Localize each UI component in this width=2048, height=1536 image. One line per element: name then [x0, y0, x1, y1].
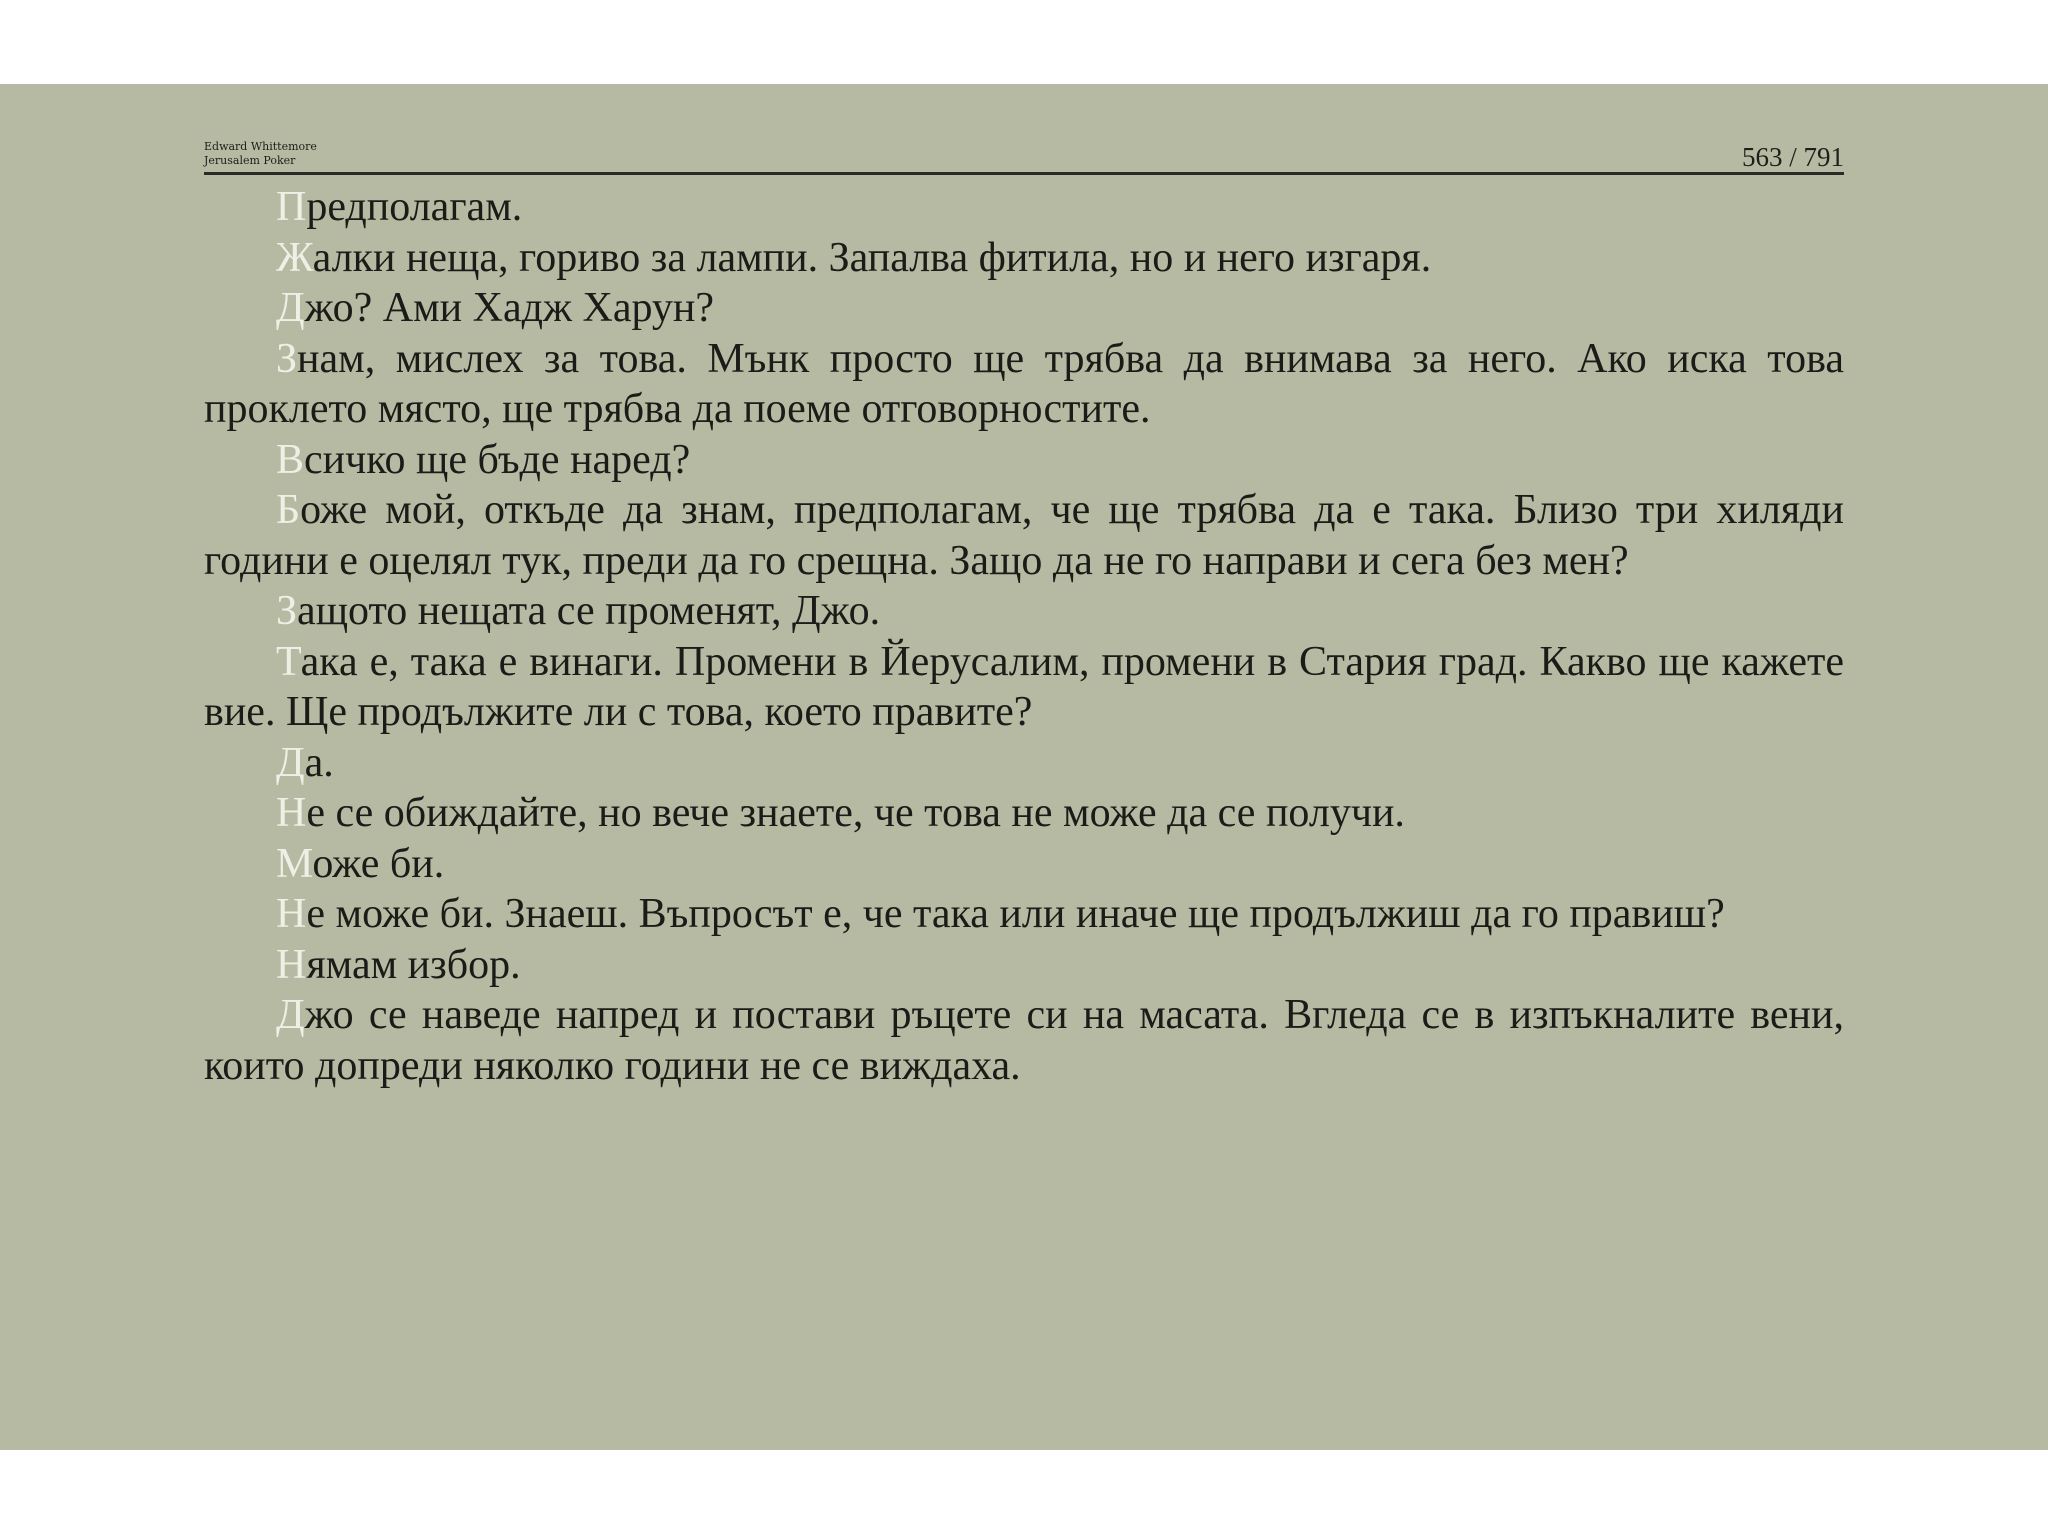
paragraph [204, 182, 1844, 233]
initial-letter: Д [276, 739, 305, 786]
paragraph-text: жо? Ами Хадж Харун? [304, 285, 715, 331]
initial-letter: П [276, 184, 307, 230]
initial-letter: Н [276, 790, 307, 836]
paragraph [204, 990, 1844, 1091]
paragraph-text: оже би. [312, 840, 445, 887]
paragraph-text: редполагам. [306, 184, 523, 230]
paragraph-text: е се обиждайте, но вече знаете, че това не може да се получи. [306, 790, 1405, 836]
paragraph-text: жо се наведе напред и постави ръцете си на масата. Вгледа се в изпъкналите вени, които допреди няколко години не се виждаха. [204, 992, 1844, 1089]
paragraph-text: алки неща, гориво за лампи. Запалва фитила, но и него изгаря. [312, 234, 1432, 281]
author-name: Edward Whittemore [204, 140, 317, 153]
initial-letter: В [276, 436, 305, 483]
page-indicator: 563 / 791 [1741, 142, 1844, 172]
paragraph [204, 940, 1844, 991]
initial-letter: Д [276, 992, 305, 1038]
book-meta [204, 140, 317, 168]
initial-letter: Д [276, 285, 305, 331]
initial-letter: З [276, 588, 298, 634]
initial-letter: Н [276, 891, 307, 937]
paragraph [204, 435, 1844, 486]
page-text [204, 182, 1844, 1091]
paragraph-text: е може би. Знаеш. Въпросът е, че така или иначе ще продължиш да го правиш? [306, 891, 1725, 937]
book-title: Jerusalem Poker [204, 154, 296, 167]
initial-letter: Б [276, 487, 301, 533]
initial-letter: Н [276, 941, 307, 988]
paragraph [204, 485, 1844, 586]
page-header [204, 136, 1844, 175]
paragraph [204, 334, 1844, 435]
paragraph [204, 586, 1844, 637]
initial-letter: З [276, 335, 298, 382]
paragraph-text: ака е, така е винаги. Промени в Йерусалим, промени в Стария град. Какво ще кажете вие. Ще продължите ли с това, което правите? [204, 638, 1844, 735]
paragraph [204, 839, 1844, 890]
paragraph-text: сичко ще бъде наред? [304, 436, 691, 483]
paragraph [204, 283, 1844, 334]
initial-letter: Т [276, 638, 301, 685]
paragraph [204, 738, 1844, 789]
paragraph-text: оже мой, откъде да знам, предполагам, че ще трябва да е така. Близо три хиляди години е оцелял тук, преди да го срещна. Защо да не го направи и сега без мен? [204, 487, 1844, 584]
paragraph-text: ащото нещата се променят, Джо. [297, 588, 881, 634]
paragraph [204, 788, 1844, 839]
paragraph-text: нам, мислех за това. Мънк просто ще трябва да внимава за него. Ако иска това проклето място, ще трябва да поеме отговорностите. [204, 335, 1844, 432]
paragraph-text: ямам избор. [306, 941, 521, 988]
paragraph [204, 637, 1844, 738]
paragraph [204, 233, 1844, 284]
paragraph [204, 889, 1844, 940]
paragraph-text: а. [304, 739, 334, 786]
initial-letter: М [276, 840, 313, 887]
initial-letter: Ж [276, 234, 313, 281]
